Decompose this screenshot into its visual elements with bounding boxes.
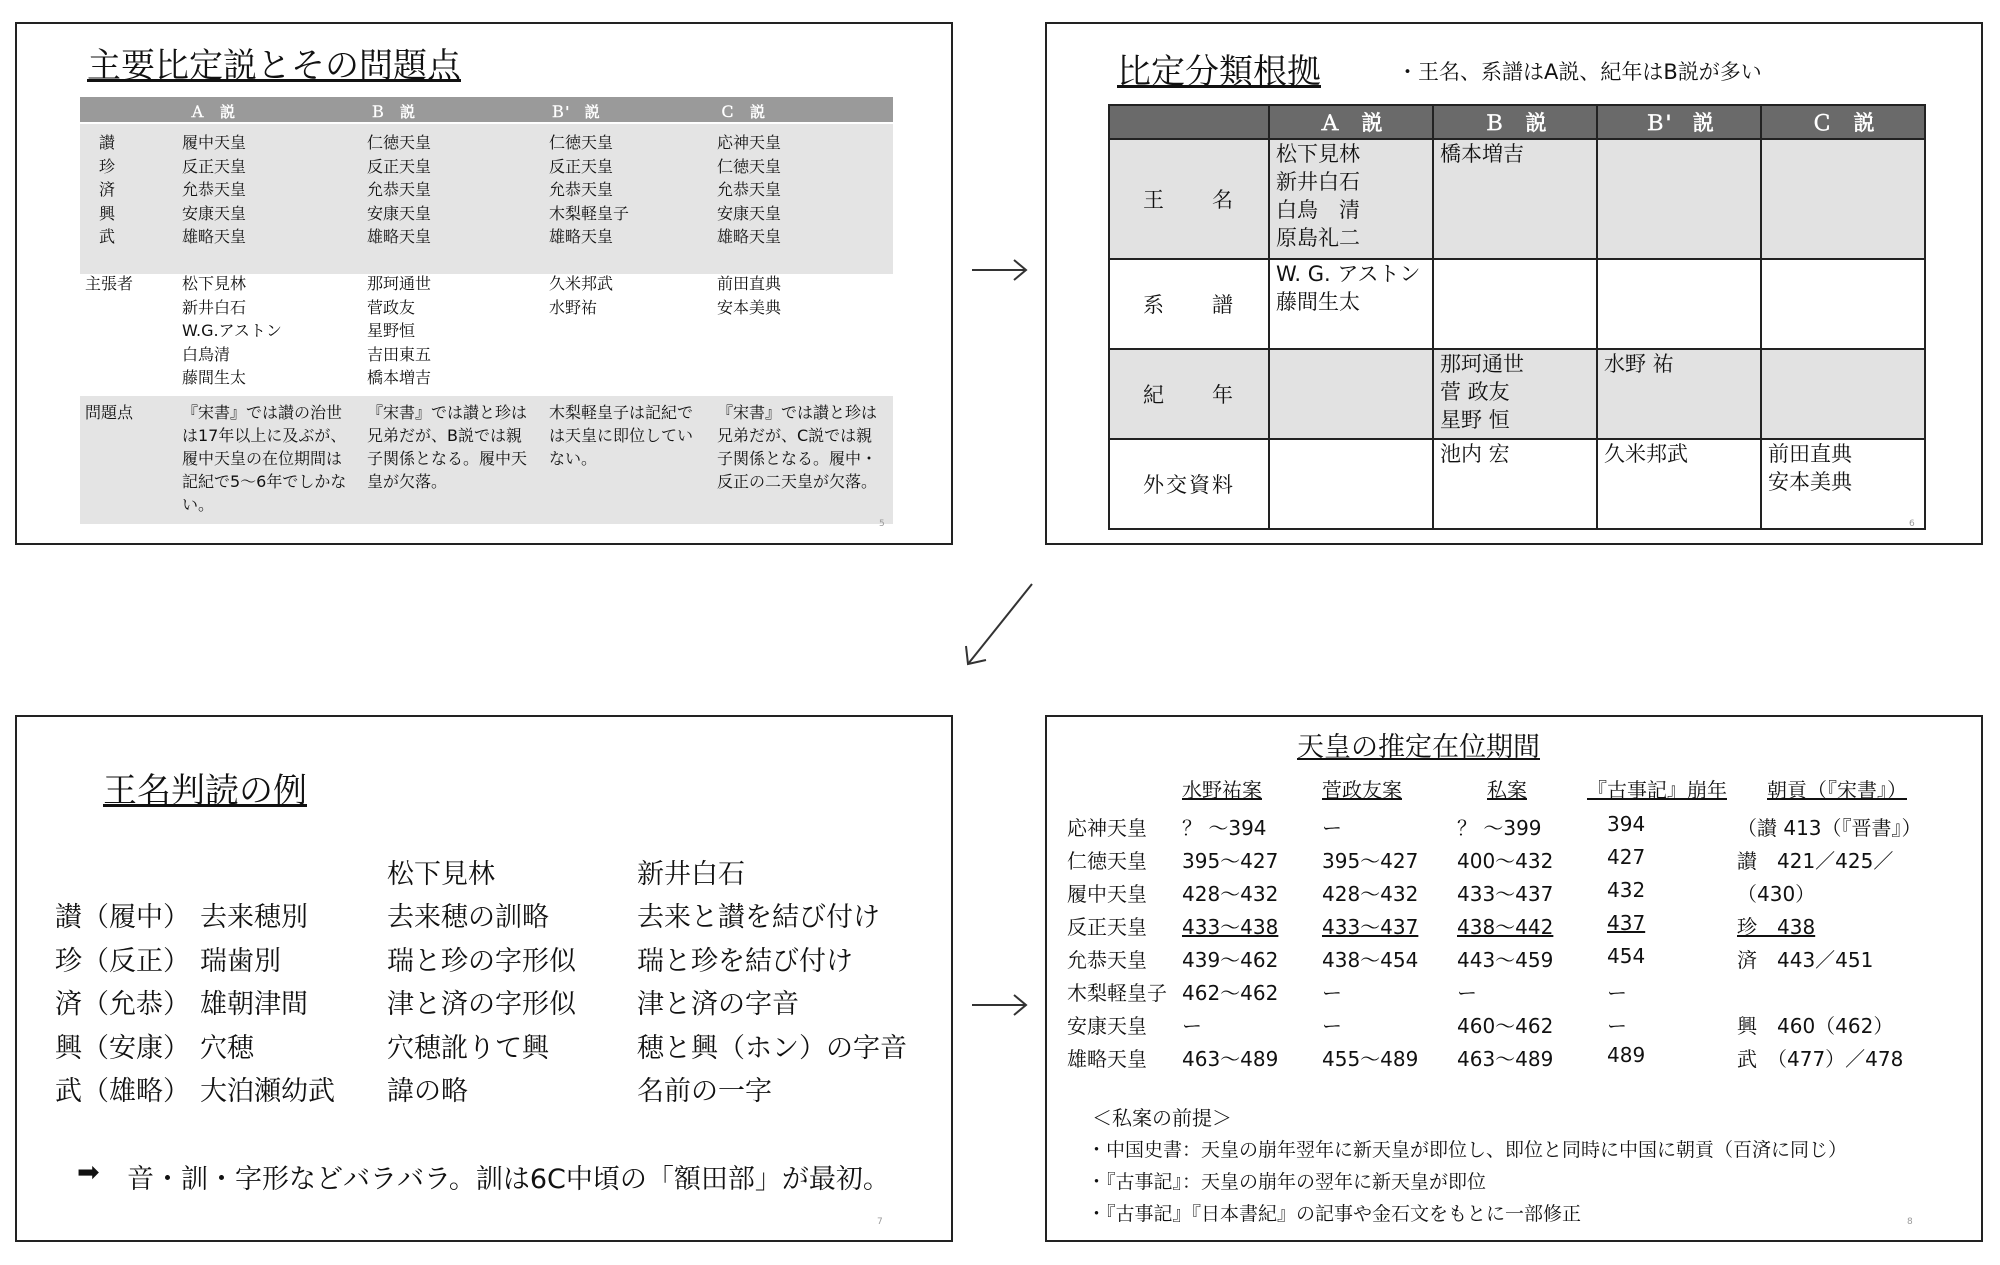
hypothesis-header-bar: [80, 97, 893, 122]
row-label: 外交資料: [1109, 439, 1269, 529]
emperors-bp: 仁徳天皇 反正天皇 允恭天皇 木梨軽皇子 雄略天皇: [549, 133, 630, 246]
table-cell: [1433, 139, 1597, 259]
reign-cell: 珍 438: [1737, 915, 1816, 939]
proponents-b: 那珂通世 菅政友 星野恒 吉田東五 橋本増吉: [367, 274, 432, 387]
slide-basis: [1045, 22, 1983, 545]
emperor-name: 木梨軽皇子: [1067, 981, 1167, 1005]
reign-cell: ー: [1322, 1014, 1342, 1038]
table-cell: [1269, 349, 1433, 439]
table-cell: [1597, 259, 1761, 349]
reign-cell: 427: [1607, 845, 1646, 869]
table-cell: [1597, 349, 1761, 439]
page-number: 5: [879, 519, 885, 529]
emperor-name: 安康天皇: [1067, 1014, 1147, 1038]
proponents-bp: 久米邦武 水野祐: [549, 274, 614, 317]
emperor-name: 仁徳天皇: [1067, 849, 1147, 873]
slide-king-name-readings: 王名判読の例 松下見林 新井白石 讃（履中） 去来穂別 去来穂の訓略 去来と讃を結び付け 珍（反正） 瑞歯別 瑞と珍の字形似 瑞と珍を結び付け 済（允恭） 雄朝津間 津と済の字形似 津と済の字音 興（安康） 穴穂 穴穂訛りて興 穂と興（ホン）の字音 武（雄略） 大泊瀬幼武 諱の略 名前の一字 ➡ 音・訓・字形などバラバラ。訓は6C中頃の「額田部」が最初。 7: [15, 715, 953, 1242]
emperors-b: 仁徳天皇 反正天皇 允恭天皇 安康天皇 雄略天皇: [367, 133, 432, 246]
emperor-name: 反正天皇: [1067, 915, 1147, 939]
cell-names: 前田直典 安本美典: [1768, 442, 1852, 494]
problem-b: 『宋書』では讃と珍は兄弟だが、B説では親子関係となる。履中天皇が欠落。: [367, 403, 528, 491]
reign-cell: 438～442: [1457, 915, 1554, 939]
reign-cell: 433～438: [1182, 915, 1279, 939]
reign-cell: 439～462: [1182, 948, 1279, 972]
reign-cell: 395～427: [1322, 849, 1419, 873]
emperors-a: 履中天皇 反正天皇 允恭天皇 安康天皇 雄略天皇: [182, 133, 247, 246]
reign-cell: 489: [1607, 1043, 1646, 1067]
conclusion: 音・訓・字形などバラバラ。訓は6C中頃の「額田部」が最初。: [127, 1164, 890, 1195]
reign-cell: 400～432: [1457, 849, 1554, 873]
reign-cell: ー: [1322, 981, 1342, 1005]
basis-table: [1108, 104, 1926, 530]
proponents-label: 主張者: [85, 274, 134, 293]
reign-cell: 437: [1607, 911, 1646, 935]
cell-names: 水野 祐: [1604, 352, 1674, 376]
reign-cell: ー: [1322, 816, 1342, 840]
table-cell: [1761, 349, 1925, 439]
table-cell: [1761, 139, 1925, 259]
reign-cell: 460～462: [1457, 1014, 1554, 1038]
cell-names: 久米邦武: [1604, 442, 1688, 466]
row-label: 紀 年: [1109, 349, 1269, 439]
row-label: 系 譜: [1109, 259, 1269, 349]
slide-hypotheses: [15, 22, 953, 545]
table-cell: [1761, 439, 1925, 529]
header-c: Ｃ 説: [720, 103, 766, 121]
reign-cell: 428～432: [1182, 882, 1279, 906]
reign-cell: 432: [1607, 878, 1646, 902]
basis-header-row: Ａ 説 Ｂ 説 Ｂ' 説 Ｃ 説: [1109, 105, 1925, 139]
reign-cell: ？ ～399: [1457, 816, 1542, 840]
reign-cell: 438～454: [1322, 948, 1419, 972]
page-number: 8: [1907, 1217, 1913, 1227]
arrow-bullet-icon: ➡: [77, 1157, 100, 1188]
reign-cell: 463～489: [1457, 1047, 1554, 1071]
table-row: [1109, 139, 1925, 259]
emperor-name: 允恭天皇: [1067, 948, 1147, 972]
cell-names: W. G. アストン 藤間生太: [1276, 262, 1421, 314]
cell-names: 那珂通世 菅 政友 星野 恒: [1440, 352, 1524, 432]
reign-cell: ー: [1607, 1014, 1627, 1038]
reign-cell: 462～462: [1182, 981, 1279, 1005]
table-row: [1109, 439, 1925, 529]
premise-item: ・『古事記』『日本書紀』の記事や金石文をもとに一部修正: [1087, 1203, 1582, 1225]
reign-cell: 395～427: [1182, 849, 1279, 873]
reign-cell: 433～437: [1322, 915, 1419, 939]
reign-cell: ー: [1182, 1014, 1202, 1038]
reign-cell: 394: [1607, 812, 1646, 836]
page-number: 6: [1909, 519, 1915, 529]
header-bp: Ｂ' 説: [550, 103, 600, 121]
table-cell: [1433, 439, 1597, 529]
col-header-matsushita: 松下見林: [387, 859, 495, 890]
table-cell: [1269, 139, 1433, 259]
reign-cell: 興 460（462）: [1737, 1014, 1894, 1038]
problem-c: 『宋書』では讃と珍は兄弟だが、C説では親子関係となる。履中・反正の二天皇が欠落。: [717, 403, 878, 491]
arrow-right-bottom-icon: [970, 990, 1030, 1020]
table-cell: [1269, 259, 1433, 349]
table-cell: [1269, 439, 1433, 529]
proponents-c: 前田直典 安本美典: [717, 274, 782, 317]
table-cell: [1597, 439, 1761, 529]
reign-cell: 428～432: [1322, 882, 1419, 906]
table-cell: [1433, 349, 1597, 439]
emperor-name: 雄略天皇: [1067, 1047, 1147, 1071]
reign-cell: 讃 421／425／: [1737, 849, 1894, 873]
proponents-a: 松下見林 新井白石 W.G.アストン 白鳥清 藤間生太: [182, 274, 282, 387]
slide4-title: 天皇の推定在位期間: [1297, 732, 1540, 763]
reign-cell: ー: [1607, 981, 1627, 1005]
table-row: [1109, 259, 1925, 349]
emperor-name: 履中天皇: [1067, 882, 1147, 906]
problems-label: 問題点: [85, 403, 134, 422]
reign-cell: 443～459: [1457, 948, 1554, 972]
row-label: 王 名: [1109, 139, 1269, 259]
reign-cell: 463～489: [1182, 1047, 1279, 1071]
slide2-note: ・王名、系譜はA説、紀年はB説が多い: [1397, 60, 1762, 84]
reign-cell: （讃 413（『晋書』）: [1737, 816, 1922, 840]
emperor-name: 応神天皇: [1067, 816, 1147, 840]
premise-title: ＜私案の前提＞: [1092, 1106, 1232, 1130]
slide2-title: 比定分類根拠: [1117, 52, 1321, 92]
reign-cell: 済 443／451: [1737, 948, 1874, 972]
header-a: Ａ 説: [190, 103, 236, 121]
reign-cell: ？ ～394: [1182, 816, 1267, 840]
slide-reign-periods: 天皇の推定在位期間 水野祐案 菅政友案 私案 『古事記』崩年 朝貢（『宋書』） 応神天皇 ？ ～394 ー ？ ～399 394 （讃 413（『晋書』） 仁徳天皇 395～427 395～427 400～432 427 讃 421／425／ 履中天皇 428～432 428～432 433～437 432 （430） 反正天皇 433～438 433～437 438～442 437 珍 438 允恭天皇 439～462 438～454 443～459 454 済 443／451 木梨軽皇子 462～462 ー ー ー 安康天皇 ー ー 460～462 ー 興 460（462） 雄略天皇 463～489 455～489 463～489 489 武 （477）／478 ＜私案の前提＞ ・中国史書：天皇の崩年翌年に新天皇が即位し、即位と同時に中国に朝貢（百済に同じ） ・『古事記』：天皇の崩年の翌年に新天皇が即位 ・『古事記』『日本書紀』の記事や金石文をもとに一部修正 8: [1045, 715, 1983, 1242]
slide3-title: 王名判読の例: [103, 771, 307, 811]
col-header-arai: 新井白石: [637, 859, 745, 890]
king-names: 讃 珍 済 興 武: [99, 133, 116, 246]
reign-cell: 武 （477）／478: [1737, 1047, 1904, 1071]
arrow-right-top-icon: [970, 255, 1030, 285]
header-b: Ｂ 説: [370, 103, 416, 121]
problem-bp: 木梨軽皇子は記紀では天皇に即位していない。: [549, 403, 694, 468]
cell-names: 橋本増吉: [1440, 142, 1524, 166]
page-number: 7: [877, 1217, 883, 1227]
premise-item: ・中国史書：天皇の崩年翌年に新天皇が即位し、即位と同時に中国に朝貢（百済に同じ）: [1087, 1139, 1848, 1161]
premise-item: ・『古事記』：天皇の崩年の翌年に新天皇が即位: [1087, 1171, 1487, 1193]
table-cell: [1761, 259, 1925, 349]
reign-cell: 454: [1607, 944, 1646, 968]
reign-cell: ー: [1457, 981, 1477, 1005]
table-cell: [1433, 259, 1597, 349]
slide1-title: 主要比定説とその問題点: [87, 46, 461, 86]
problem-a: 『宋書』では讃の治世は17年以上に及ぶが、履中天皇の在位期間は記紀で5～6年でしかない。: [182, 403, 347, 514]
cell-names: 池内 宏: [1440, 442, 1510, 466]
table-cell: [1597, 139, 1761, 259]
emperors-c: 応神天皇 仁徳天皇 允恭天皇 安康天皇 雄略天皇: [717, 133, 782, 246]
cell-names: 松下見林 新井白石 白鳥 清 原島礼二: [1276, 142, 1360, 250]
reign-cell: 455～489: [1322, 1047, 1419, 1071]
arrow-down-left-icon: [960, 580, 1040, 670]
reign-cell: 433～437: [1457, 882, 1554, 906]
reign-cell: （430）: [1737, 882, 1816, 906]
table-row: [1109, 349, 1925, 439]
